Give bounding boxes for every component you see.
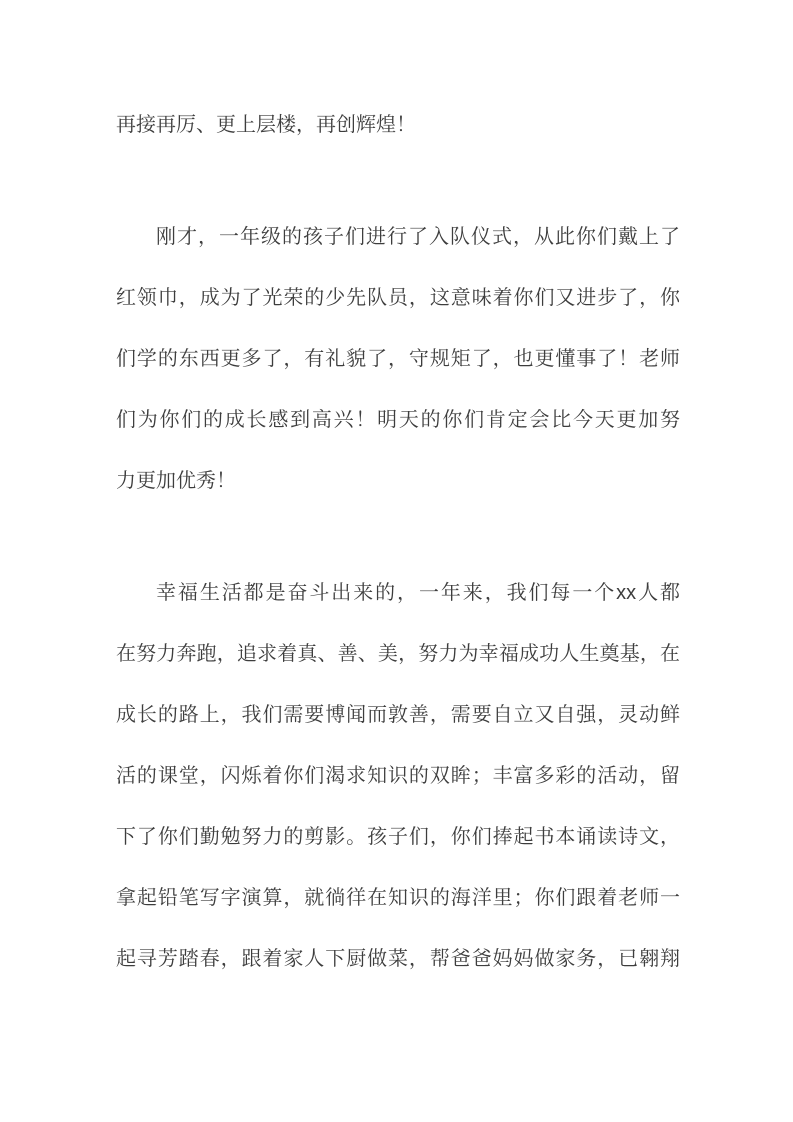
text-line: 刚才，一年级的孩子们进行了入队仪式，从此你们戴上了 [156,226,680,248]
text-line: 下了你们勤勉努力的剪影。孩子们，你们捧起书本诵读诗文， [116,826,680,848]
text-line: 们学的东西更多了，有礼貌了，守规矩了，也更懂事了！老师 [116,348,680,370]
text-line: 再接再厉、更上层楼，再创辉煌！ [116,114,416,136]
text-line: 幸福生活都是奋斗出来的，一年来，我们每一个xx人都 [156,582,680,604]
paragraph [116,207,680,512]
document-body [116,95,680,990]
text-line: 力更加优秀！ [116,470,236,492]
text-line: 拿起铅笔写字演算，就徜徉在知识的海洋里；你们跟着老师一 [116,887,680,909]
text-line: 红领巾，成为了光荣的少先队员，这意味着你们又进步了，你 [116,287,680,309]
paragraph [116,563,680,990]
text-line: 在努力奔跑，追求着真、善、美，努力为幸福成功人生奠基，在 [116,643,680,665]
text-line: 成长的路上，我们需要博闻而敦善，需要自立又自强，灵动鲜 [116,704,680,726]
text-line: 们为你们的成长感到高兴！明天的你们肯定会比今天更加努 [116,409,680,431]
paragraph [116,95,680,156]
text-line: 起寻芳踏春，跟着家人下厨做菜，帮爸爸妈妈做家务，已翱翔 [116,948,680,970]
text-line: 活的课堂，闪烁着你们渴求知识的双眸；丰富多彩的活动，留 [116,765,680,787]
